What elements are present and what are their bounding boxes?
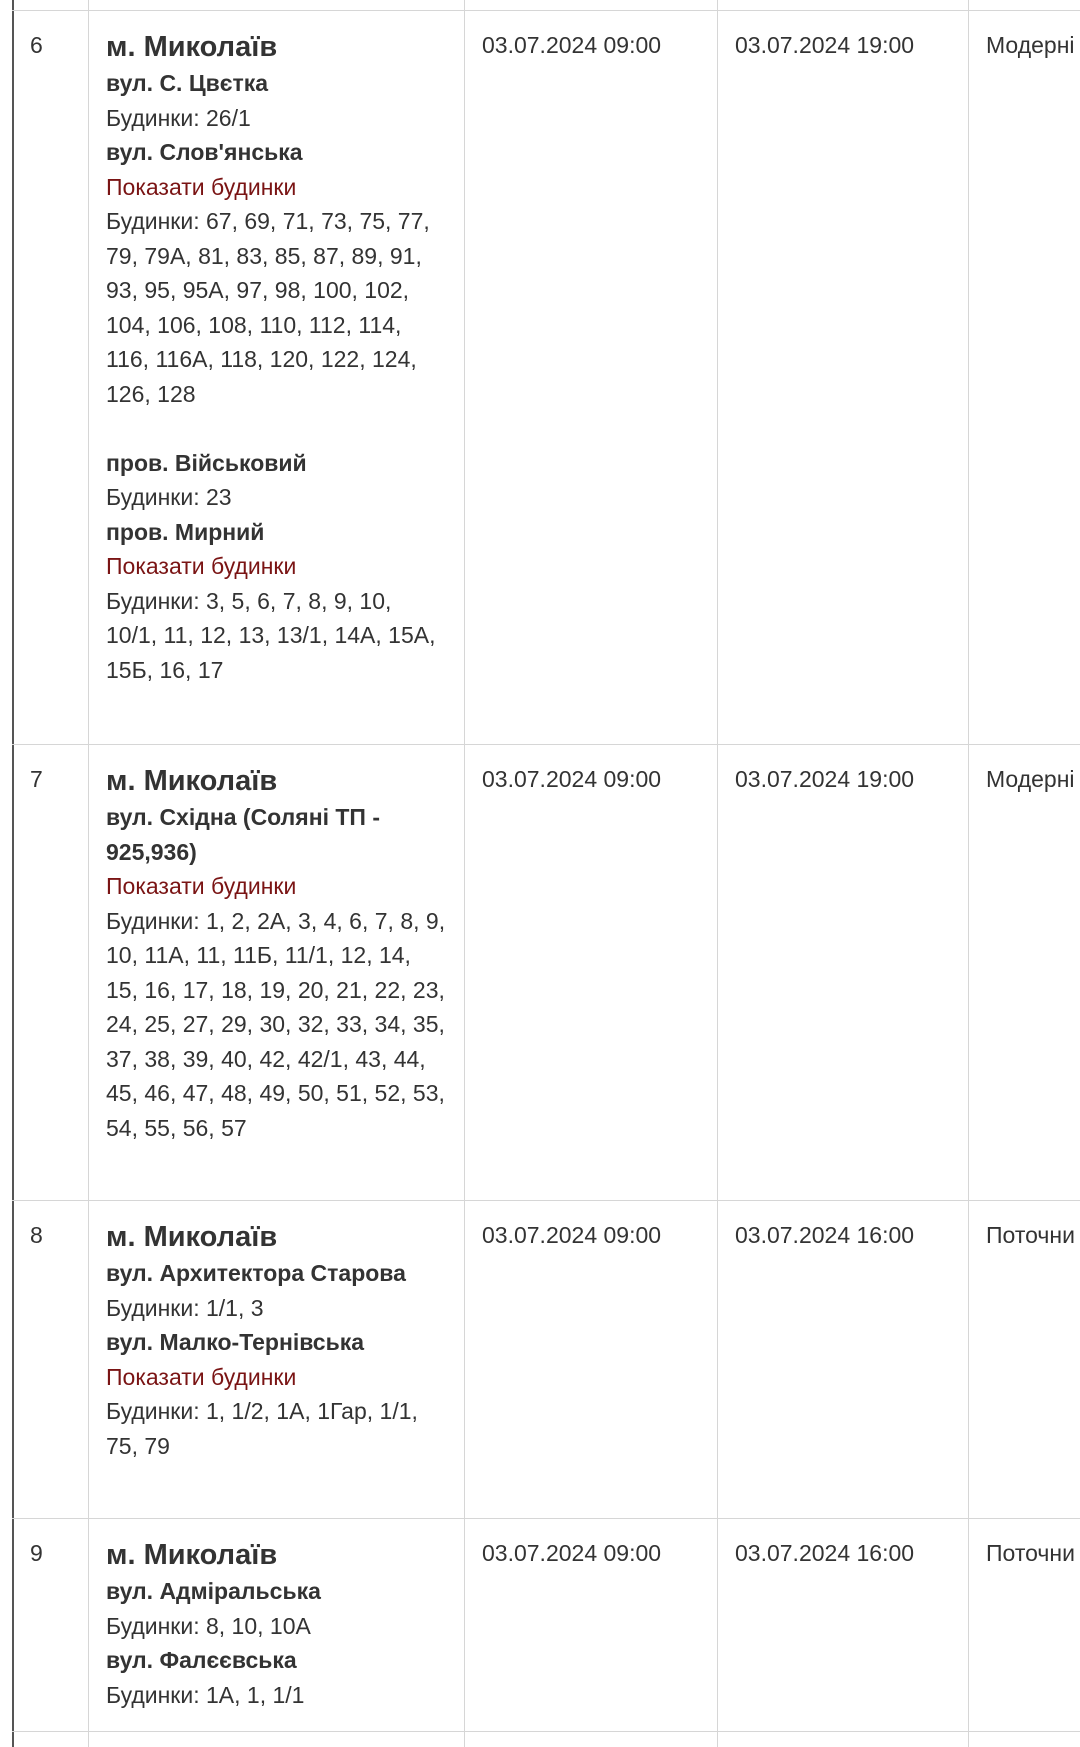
- row-divider: [12, 1731, 1080, 1732]
- houses-list-line: 37, 38, 39, 40, 42, 42/1, 43, 44,: [106, 1045, 426, 1072]
- column-divider: [88, 0, 89, 1747]
- end-time: 03.07.2024 16:00: [735, 1222, 915, 1248]
- column-divider: [717, 0, 718, 1747]
- column-divider: [464, 0, 465, 1747]
- work-type: Модерні: [986, 766, 1075, 792]
- houses-list-line: 10, 11А, 11, 11Б, 11/1, 12, 14,: [106, 942, 411, 968]
- houses-list: Будинки: 1/1, 3: [106, 1294, 264, 1321]
- houses-list-line: Будинки: 1, 2, 2А, 3, 4, 6, 7, 8, 9,: [106, 907, 446, 934]
- houses-list: Будинки: 23: [106, 484, 232, 510]
- column-divider: [968, 0, 969, 1747]
- houses-list-line: 75, 79: [106, 1432, 170, 1459]
- street-name: 925,936): [106, 838, 197, 865]
- houses-list-line: 24, 25, 27, 29, 30, 32, 33, 34, 35,: [106, 1011, 445, 1037]
- houses-list-line: 45, 46, 47, 48, 49, 50, 51, 52, 53,: [106, 1080, 445, 1106]
- houses-list-line: Будинки: 3, 5, 6, 7, 8, 9, 10,: [106, 587, 392, 614]
- street-name: вул. Архитектора Старова: [106, 1260, 406, 1286]
- address-cell: [106, 28, 451, 687]
- show-houses-link[interactable]: Показати будинки: [106, 1363, 297, 1390]
- end-time: 03.07.2024 19:00: [735, 32, 915, 58]
- address-cell: [106, 1536, 451, 1712]
- row-number: 9: [30, 1540, 43, 1566]
- street-name: пров. Мирний: [106, 518, 265, 545]
- street-name: вул. Східна (Соляні ТП -: [106, 804, 380, 830]
- work-type: Поточни: [986, 1540, 1075, 1566]
- work-type: Поточни: [986, 1222, 1075, 1248]
- spacer: [106, 411, 451, 446]
- address-cell: [106, 762, 451, 1145]
- city-name: м. Миколаїв: [106, 765, 278, 797]
- start-time: 03.07.2024 09:00: [482, 32, 662, 58]
- street-name: вул. Адміральська: [106, 1578, 321, 1604]
- work-type: Модерні: [986, 32, 1075, 58]
- end-time: 03.07.2024 16:00: [735, 1540, 915, 1566]
- end-time: 03.07.2024 19:00: [735, 766, 915, 792]
- show-houses-link[interactable]: Показати будинки: [106, 173, 297, 200]
- houses-list-line: 104, 106, 108, 110, 112, 114,: [106, 311, 402, 338]
- row-divider: [12, 1200, 1080, 1201]
- houses-list-line: 79, 79А, 81, 83, 85, 87, 89, 91,: [106, 242, 422, 269]
- show-houses-link[interactable]: Показати будинки: [106, 873, 297, 899]
- houses-list-line: 54, 55, 56, 57: [106, 1114, 247, 1141]
- row-divider: [12, 744, 1080, 745]
- houses-list-line: 10/1, 11, 12, 13, 13/1, 14А, 15А,: [106, 622, 436, 648]
- city-name: м. Миколаїв: [106, 31, 278, 63]
- start-time: 03.07.2024 09:00: [482, 766, 662, 792]
- address-cell: [106, 1218, 451, 1463]
- houses-list: Будинки: 1А, 1, 1/1: [106, 1681, 305, 1708]
- houses-list-line: 93, 95, 95А, 97, 98, 100, 102,: [106, 277, 410, 303]
- row-number: 7: [30, 766, 43, 792]
- start-time: 03.07.2024 09:00: [482, 1222, 662, 1248]
- show-houses-link[interactable]: Показати будинки: [106, 553, 297, 579]
- street-name: вул. Фалєєвська: [106, 1647, 297, 1673]
- row-divider: [12, 1518, 1080, 1519]
- row-divider: [12, 10, 1080, 11]
- houses-list: Будинки: 26/1: [106, 104, 251, 131]
- street-name: пров. Військовий: [106, 449, 307, 476]
- houses-list-line: 15Б, 16, 17: [106, 656, 224, 683]
- street-name: вул. С. Цвєтка: [106, 70, 269, 96]
- street-name: вул. Малко-Тернівська: [106, 1329, 365, 1355]
- table-left-border: [12, 0, 14, 1747]
- houses-list-line: 116, 116А, 118, 120, 122, 124,: [106, 346, 417, 372]
- start-time: 03.07.2024 09:00: [482, 1540, 662, 1566]
- street-name: вул. Слов'янська: [106, 139, 303, 165]
- houses-list-line: 15, 16, 17, 18, 19, 20, 21, 22, 23,: [106, 976, 445, 1003]
- city-name: м. Миколаїв: [106, 1539, 278, 1571]
- houses-list-line: Будинки: 67, 69, 71, 73, 75, 77,: [106, 208, 430, 234]
- city-name: м. Миколаїв: [106, 1221, 278, 1253]
- houses-list-line: 126, 128: [106, 380, 196, 407]
- row-number: 8: [30, 1222, 43, 1248]
- houses-list: Будинки: 8, 10, 10А: [106, 1612, 311, 1639]
- houses-list-line: Будинки: 1, 1/2, 1А, 1Гар, 1/1,: [106, 1398, 418, 1424]
- row-number: 6: [30, 32, 43, 58]
